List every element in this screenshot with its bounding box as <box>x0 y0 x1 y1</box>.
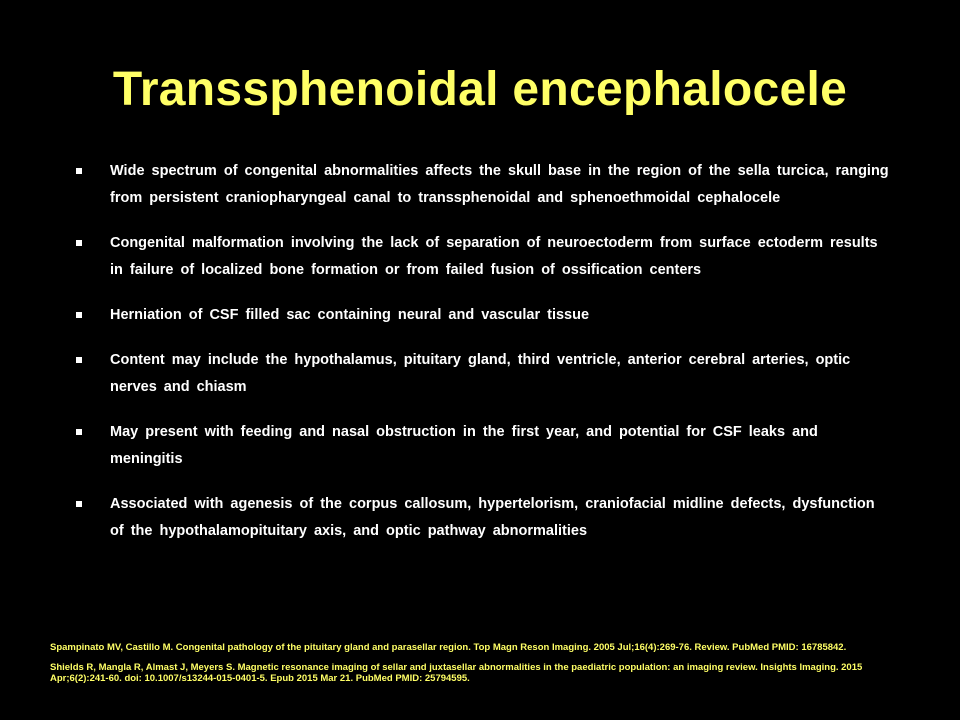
bullet-item <box>70 230 890 284</box>
square-bullet-icon <box>76 357 82 363</box>
slide-title: Transsphenoidal encephalocele <box>112 63 848 116</box>
square-bullet-icon <box>76 501 82 507</box>
bullet-item <box>70 302 890 329</box>
reference-citation: Shields R, Mangla R, Almast J, Meyers S. Magnetic resonance imaging of sellar and juxtasellar abnormalities in the paediatric population: an imaging review. Insights Imaging. 2015 Apr;6(2):241-60. doi: 10.1007/s13244-015-0401-5. Epub 2015 Mar 21. PubMed PMID: 25794595. <box>50 662 863 684</box>
bullet-text: May present with feeding and nasal obstruction in the first year, and potential for CSF leaks and meningitis <box>110 424 818 467</box>
reference-citation: Spampinato MV, Castillo M. Congenital pathology of the pituitary gland and parasellar region. Top Magn Reson Imaging. 2005 Jul;16(4):269-76. Review. PubMed PMID: 16785842. <box>50 642 847 653</box>
bullet-text: Herniation of CSF filled sac containing neural and vascular tissue <box>110 307 590 323</box>
bullet-item <box>70 158 890 212</box>
bullet-text: Content may include the hypothalamus, pituitary gland, third ventricle, anterior cerebral arteries, optic nerves and chiasm <box>110 352 851 395</box>
bullet-text: Associated with agenesis of the corpus callosum, hypertelorism, craniofacial midline defects, dysfunction of the hypothalamopituitary axis, and optic pathway abnormalities <box>110 496 875 539</box>
bullet-item <box>70 419 890 473</box>
square-bullet-icon <box>76 312 82 318</box>
bullet-text: Wide spectrum of congenital abnormalities affects the skull base in the region of the sella turcica, ranging from persistent craniopharyngeal canal to transsphenoidal and sphenoethmoidal cephalocele <box>110 163 889 206</box>
bullet-item <box>70 347 890 401</box>
bullet-item <box>70 491 890 545</box>
square-bullet-icon <box>76 168 82 174</box>
square-bullet-icon <box>76 240 82 246</box>
bullet-list <box>70 158 890 545</box>
references <box>50 642 910 684</box>
square-bullet-icon <box>76 429 82 435</box>
bullet-text: Congenital malformation involving the lack of separation of neuroectoderm from surface ectoderm results in failure of localized bone formation or from failed fusion of ossification centers <box>110 235 878 278</box>
